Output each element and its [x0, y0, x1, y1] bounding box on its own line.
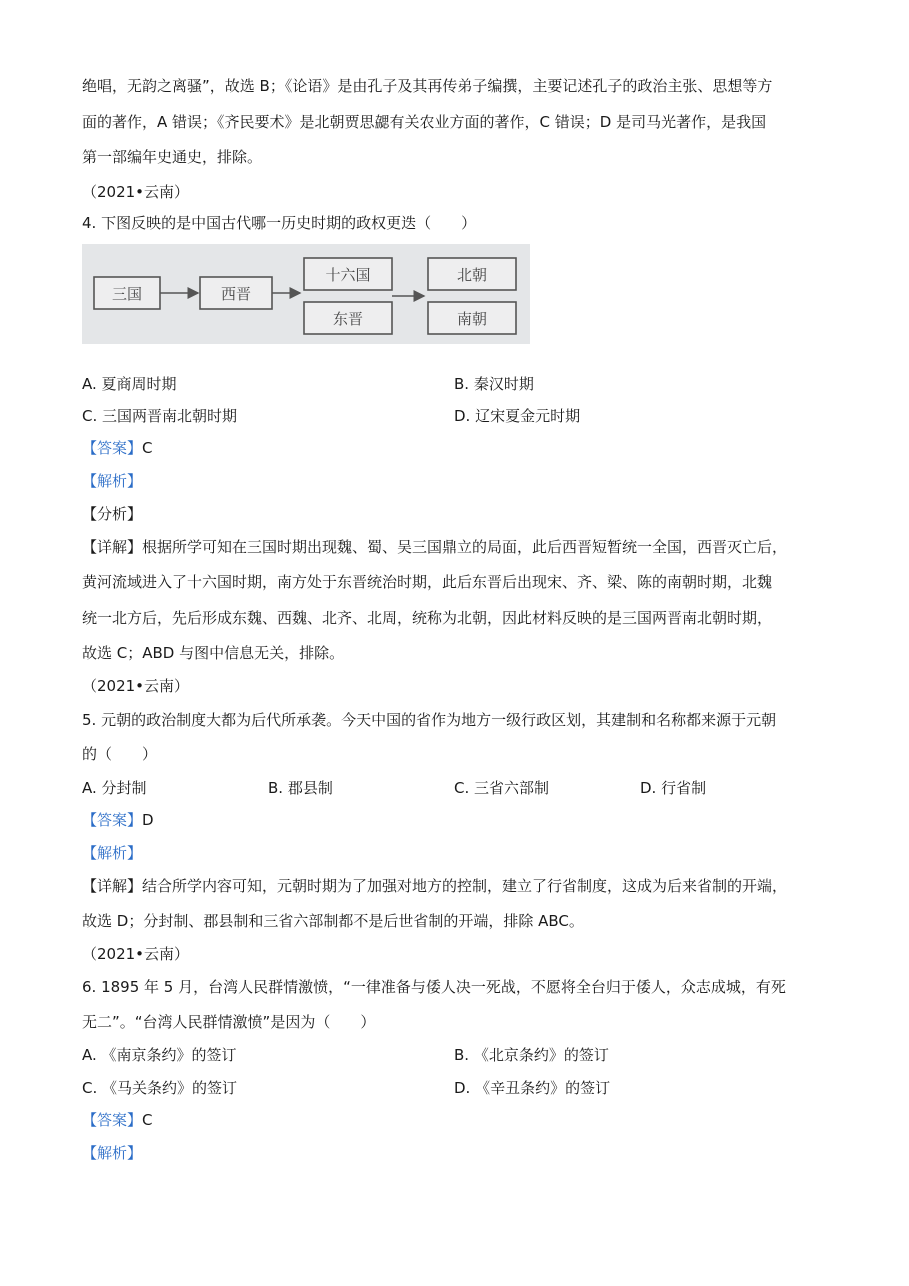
detail-line: [82, 537, 787, 557]
detail-line: 统一北方后，先后形成东魏、西魏、北齐、北周，统称为北朝，因此材料反映的是三国两晋南北朝时期，: [82, 609, 773, 627]
analysis-tag: 【解析】: [82, 844, 143, 862]
detail-line: 故选 C；ABD 与图中信息无关，排除。: [82, 644, 345, 662]
option-a: A. 分封制: [82, 779, 147, 797]
regime-change-diagram: [82, 244, 530, 344]
question-text: 的（ ）: [82, 745, 158, 763]
diagram-label-1: 三国: [111, 285, 143, 303]
option-c: C. 三国两晋南北朝时期: [82, 407, 238, 425]
option-b: B. 郡县制: [268, 779, 333, 797]
question-text: 6. 1895 年 5 月，台湾人民群情激愤，“一律准备与倭人决一死战，不愿将全台归于倭人，众志成城，有死: [82, 978, 786, 996]
detail-text: 结合所学内容可知，元朝时期为了加强对地方的控制，建立了行省制度，这成为后来省制的开端，: [142, 877, 788, 895]
question-source: （2021•云南）: [82, 183, 190, 201]
answer-tag: 【答案】: [82, 439, 143, 457]
text-line: 面的著作，A 错误；《齐民要术》是北朝贾思勰有关农业方面的著作，C 错误；D 是司马光著作，是我国: [82, 113, 767, 131]
option-c: C. 《马关条约》的签订: [82, 1079, 238, 1097]
option-d: D. 辽宋夏金元时期: [454, 407, 581, 425]
detail-tag: 【详解】: [82, 538, 143, 556]
detail-line: 黄河流域进入了十六国时期，南方处于东晋统治时期，此后东晋后出现宋、齐、梁、陈的南朝时期，北魏: [82, 573, 773, 591]
detail-text: 根据所学可知在三国时期出现魏、蜀、吴三国鼎立的局面，此后西晋短暂统一全国，西晋灭亡后，: [142, 538, 788, 556]
answer-tag: 【答案】: [82, 811, 143, 829]
answer-value: C: [142, 1111, 153, 1129]
answer-line: [82, 438, 153, 458]
answer-tag: 【答案】: [82, 1111, 143, 1129]
question-source: （2021•云南）: [82, 945, 190, 963]
diagram-label-4-top: 北朝: [456, 266, 488, 284]
option-c: C. 三省六部制: [454, 779, 550, 797]
answer-line: [82, 810, 154, 830]
detail-line: [82, 876, 787, 896]
analysis-tag: 【解析】: [82, 1144, 143, 1162]
diagram-label-3-bottom: 东晋: [332, 310, 364, 328]
text-line: 第一部编年史通史，排除。: [82, 148, 263, 166]
answer-value: C: [142, 439, 153, 457]
question-source: （2021•云南）: [82, 677, 190, 695]
option-d: D. 《辛丑条约》的签订: [454, 1079, 611, 1097]
detail-line: 故选 D；分封制、郡县制和三省六部制都不是后世省制的开端，排除 ABC。: [82, 912, 584, 930]
fenxi-tag: 【分析】: [82, 505, 143, 523]
diagram-label-2: 西晋: [220, 285, 252, 303]
text-line: 绝唱，无韵之离骚”，故选 B；《论语》是由孔子及其再传弟子编撰，主要记述孔子的政治主张、思想等方: [82, 77, 773, 95]
option-a: A. 夏商周时期: [82, 375, 177, 393]
question-text: 5. 元朝的政治制度大都为后代所承袭。今天中国的省作为地方一级行政区划，其建制和名称都来源于元朝: [82, 711, 777, 729]
option-b: B. 秦汉时期: [454, 375, 534, 393]
analysis-tag: 【解析】: [82, 472, 143, 490]
answer-line: [82, 1110, 153, 1130]
detail-tag: 【详解】: [82, 877, 143, 895]
option-b: B. 《北京条约》的签订: [454, 1046, 609, 1064]
answer-value: D: [142, 811, 154, 829]
option-a: A. 《南京条约》的签订: [82, 1046, 237, 1064]
option-d: D. 行省制: [640, 779, 707, 797]
question-text: 4. 下图反映的是中国古代哪一历史时期的政权更迭（ ）: [82, 214, 477, 232]
question-text: 无二”。“台湾人民群情激愤”是因为（ ）: [82, 1013, 376, 1031]
diagram-label-3-top: 十六国: [325, 266, 371, 284]
diagram-label-4-bottom: 南朝: [456, 310, 488, 328]
